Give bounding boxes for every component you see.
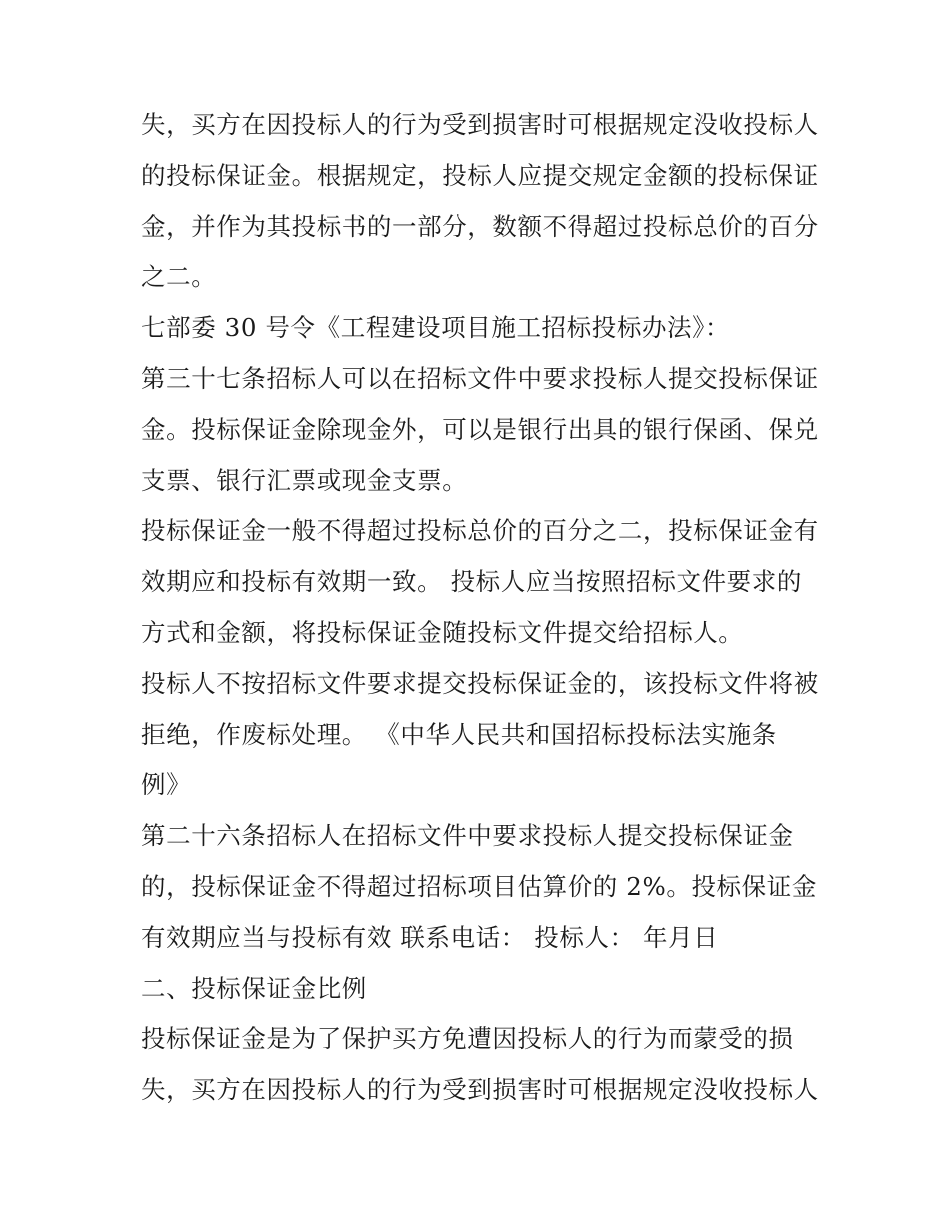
text-line: 投标保证金一般不得超过投标总价的百分之二，投标保证金有 — [141, 516, 819, 546]
text-line: 拒绝，作废标处理。 《中华人民共和国招标投标法实施条 — [141, 719, 777, 749]
text-line: 第二十六条招标人在招标文件中要求投标人提交投标保证金 — [141, 821, 794, 851]
text-line: 失，买方在因投标人的行为受到损害时可根据规定没收投标人 — [141, 1075, 819, 1105]
text-line: 支票、银行汇票或现金支票。 — [141, 465, 468, 495]
text-line: 效期应和投标有效期一致。 投标人应当按照招标文件要求的 — [141, 567, 802, 597]
text-line: 七部委 30 号令《工程建设项目施工招标投标办法》： — [141, 313, 731, 343]
document-body — [141, 100, 821, 1116]
text-line: 二、投标保证金比例 — [141, 973, 367, 1003]
text-line: 第三十七条招标人可以在招标文件中要求投标人提交投标保证 — [141, 363, 819, 393]
text-line: 金。投标保证金除现金外，可以是银行出具的银行保函、保兑 — [141, 414, 819, 444]
text-line: 失，买方在因投标人的行为受到损害时可根据规定没收投标人 — [141, 110, 819, 139]
text-line: 方式和金额，将投标保证金随投标文件提交给招标人。 — [141, 617, 744, 647]
text-line: 投标保证金是为了保护买方免遭因投标人的行为而蒙受的损 — [141, 1024, 794, 1054]
text-line: 例》 — [141, 770, 192, 800]
text-line: 的，投标保证金不得超过招标项目估算价的 2%。投标保证金 — [141, 871, 817, 901]
text-line: 投标人不按招标文件要求提交投标保证金的，该投标文件将被 — [141, 668, 819, 698]
text-line: 之二。 — [141, 262, 217, 292]
text-line: 金，并作为其投标书的一部分，数额不得超过投标总价的百分 — [141, 211, 819, 241]
text-line: 有效期应当与投标有效 联系电话： 投标人： 年月日 — [141, 922, 719, 952]
text-line: 的投标保证金。根据规定，投标人应提交规定金额的投标保证 — [141, 160, 819, 190]
